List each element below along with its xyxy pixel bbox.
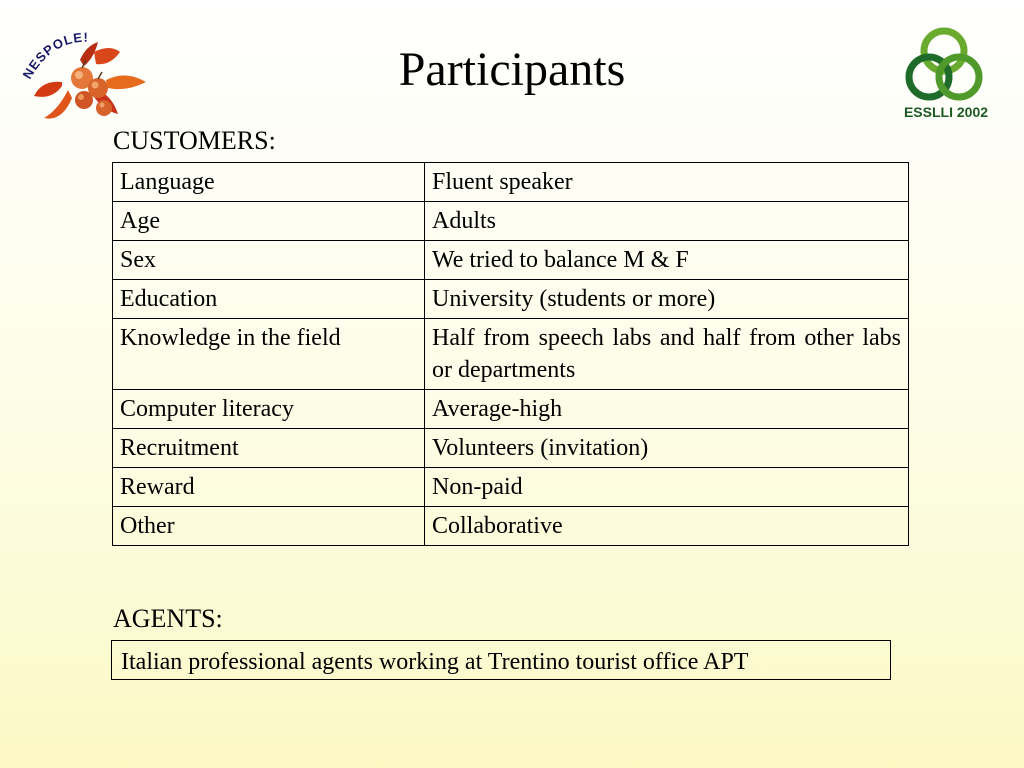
row-attribute: Reward xyxy=(113,468,425,507)
table-row xyxy=(113,202,909,241)
nespole-logo-text: ESPOLE! xyxy=(25,30,89,73)
row-attribute: Recruitment xyxy=(113,429,425,468)
table-row xyxy=(113,429,909,468)
row-attribute: Sex xyxy=(113,241,425,280)
row-attribute: Knowledge in the field xyxy=(113,319,425,390)
table-row xyxy=(113,319,909,390)
table-row xyxy=(113,280,909,319)
row-value: Half from speech labs and half from other labs or departments xyxy=(425,319,909,390)
table-row xyxy=(113,390,909,429)
row-value: Collaborative xyxy=(425,507,909,546)
customers-table xyxy=(112,162,909,546)
row-attribute: Other xyxy=(113,507,425,546)
table-row xyxy=(113,163,909,202)
row-value: Volunteers (invitation) xyxy=(425,429,909,468)
row-attribute: Age xyxy=(113,202,425,241)
row-value: Average-high xyxy=(425,390,909,429)
table-row xyxy=(113,468,909,507)
row-value: University (students or more) xyxy=(425,280,909,319)
row-value: Fluent speaker xyxy=(425,163,909,202)
row-attribute: Language xyxy=(113,163,425,202)
row-attribute: Computer literacy xyxy=(113,390,425,429)
row-value: Non-paid xyxy=(425,468,909,507)
esslli-logo-text: ESSLLI 2002 xyxy=(903,104,989,120)
row-attribute: Education xyxy=(113,280,425,319)
table-row xyxy=(113,241,909,280)
row-value: We tried to balance M & F xyxy=(425,241,909,280)
agents-heading: AGENTS: xyxy=(113,604,223,633)
table-row xyxy=(113,507,909,546)
agents-description: Italian professional agents working at Trentino tourist office APT xyxy=(111,640,891,680)
row-value: Adults xyxy=(425,202,909,241)
esslli-logo xyxy=(898,26,994,124)
slide-title: Participants xyxy=(398,43,626,96)
customers-heading: CUSTOMERS: xyxy=(113,126,276,155)
